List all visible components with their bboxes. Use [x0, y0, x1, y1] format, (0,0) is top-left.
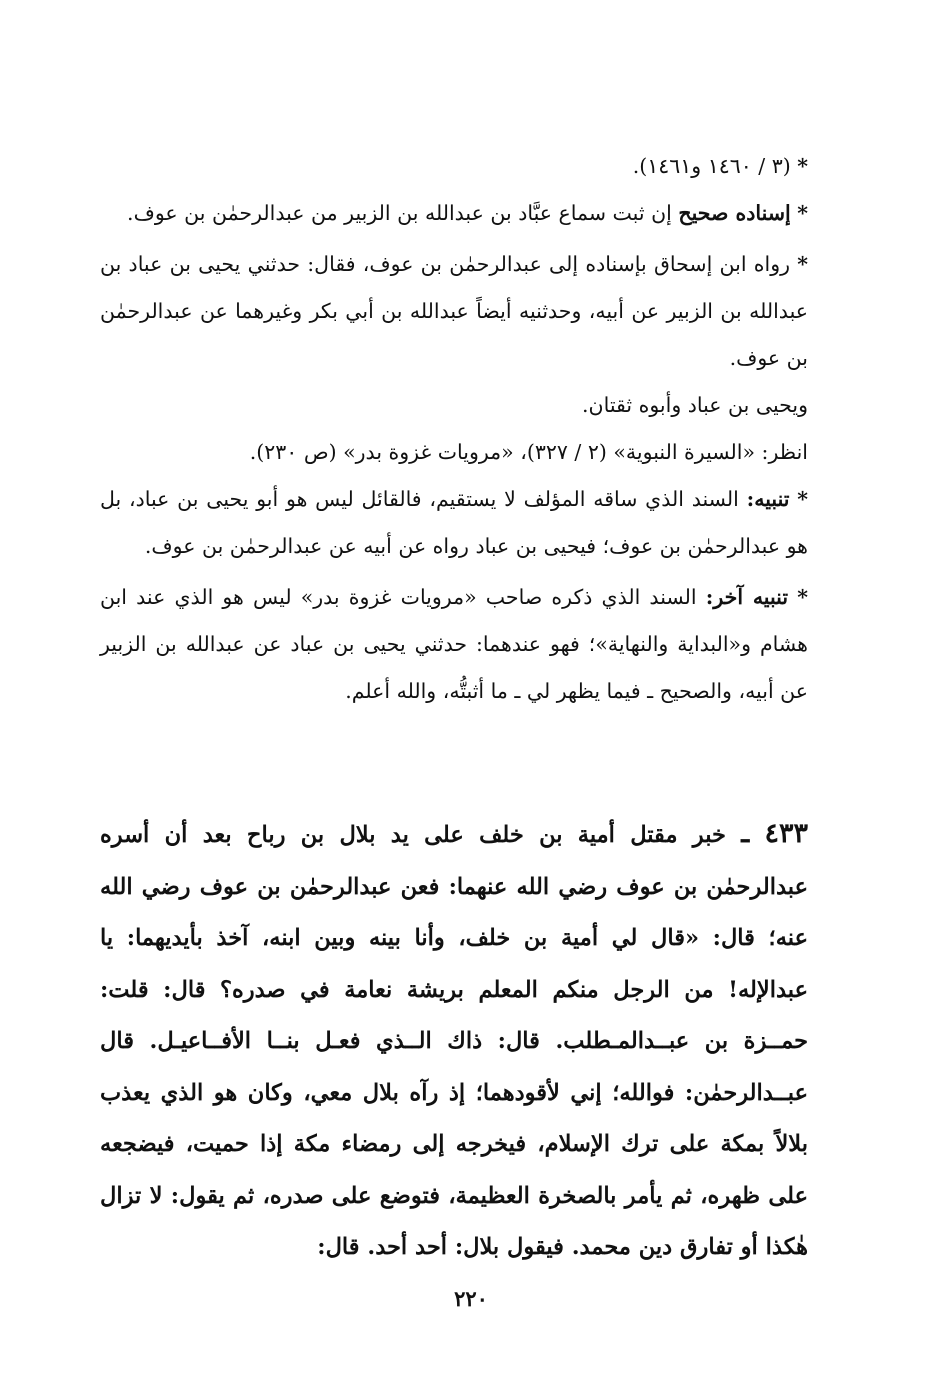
tanbih-akhar-label: تنبيه آخر: — [705, 585, 789, 609]
bullet-icon: * — [797, 201, 808, 225]
hadith-number: ٤٣٣ — [764, 818, 808, 849]
riwaya-text: رواه ابن إسحاق بإسناده إلى عبدالرحمٰن بن عوف، فقال: حدثني يحيى بن عباد بن عبدالله بن الزبير عن أبيه، وحدثنيه أيضاً عبدالله بن أبي بكر وغيرهما عن عبدالرحمٰن بن عوف. — [100, 252, 808, 370]
bullet-icon: * — [797, 585, 808, 609]
footnotes-section — [100, 143, 808, 715]
tanbih-text: السند الذي ساقه المؤلف لا يستقيم، فالقائل ليس هو أبو يحيى بن عباد، بل هو عبدالرحمٰن بن عوف؛ فيحيى بن عباد رواه عن أبيه عن عبدالرحمٰن بن عوف. — [100, 487, 808, 558]
bullet-icon: * — [797, 252, 808, 276]
isnad-note — [100, 190, 808, 237]
tanbih-note — [100, 476, 808, 570]
tanbih-label: تنبيه: — [746, 487, 790, 511]
thiqa-note: ويحيى بن عباد وأبوه ثقتان. — [582, 393, 808, 417]
hadith-paragraph — [100, 808, 808, 1274]
hadith-section — [100, 808, 808, 1274]
isnad-label: إسناده صحيح — [678, 201, 791, 225]
unzur-note: انظر: «السيرة النبوية» (٢ / ٣٢٧)، «مرويات غزوة بدر» (ص ٢٣٠). — [249, 440, 808, 464]
page-number: ٢٢٠ — [454, 1286, 488, 1311]
tanbih-akhar-text: السند الذي ذكره صاحب «مرويات غزوة بدر» ليس هو الذي عند ابن هشام و«البداية والنهاية»؛ فهو عندهما: حدثني يحيى بن عباد عن عبدالله بن الزبير عن أبيه، والصحيح ـ فيما يظهر لي ـ ما أثبتُّه، والله أعلم. — [100, 585, 808, 703]
tanbih-akhar-note — [100, 574, 808, 715]
reference-note — [100, 143, 808, 190]
bullet-icon: * — [797, 487, 808, 511]
hadith-text: خبر مقتل أمية بن خلف على يد بلال بن رباح بعد أن أسره عبدالرحمٰن بن عوف رضي الله عنهما: فعن عبدالرحمٰن بن عوف رضي الله عنه؛ قال: «قال لي أمية بن خلف، وأنا بينه وبين ابنه، آخذ بأيديهما: يا عبدالإله! من الرجل منكم المعلم بريشة نعامة في صدره؟ قال: قلت: حمــزة بن عبــدالمـطلب. قال: ذاك الــذي فعـل بنــا الأفــاعيـل. قال عبــدالرحمٰن: فوالله؛ إني لأقودهما؛ إذ رآه بلال معي، وكان هو الذي يعذب بلالاً بمكة على ترك الإسلام، فيخرجه إلى رمضاء مكة إذا حميت، فيضجعه على ظهره، ثم يأمر بالصخرة العظيمة، فتوضع على صدره، ثم يقول: لا تزال هٰكذا أو تفارق دين محمد. فيقول بلال: أحد أحد. قال: — [100, 822, 808, 1260]
reference-text: (٣ / ١٤٦٠ و١٤٦١). — [632, 154, 791, 178]
isnad-text: إن ثبت سماع عبَّاد بن عبدالله بن الزبير من عبدالرحمٰن بن عوف. — [127, 201, 672, 225]
bullet-icon: * — [797, 154, 808, 178]
hadith-dash: ـ — [741, 818, 750, 849]
riwaya-note — [100, 241, 808, 382]
